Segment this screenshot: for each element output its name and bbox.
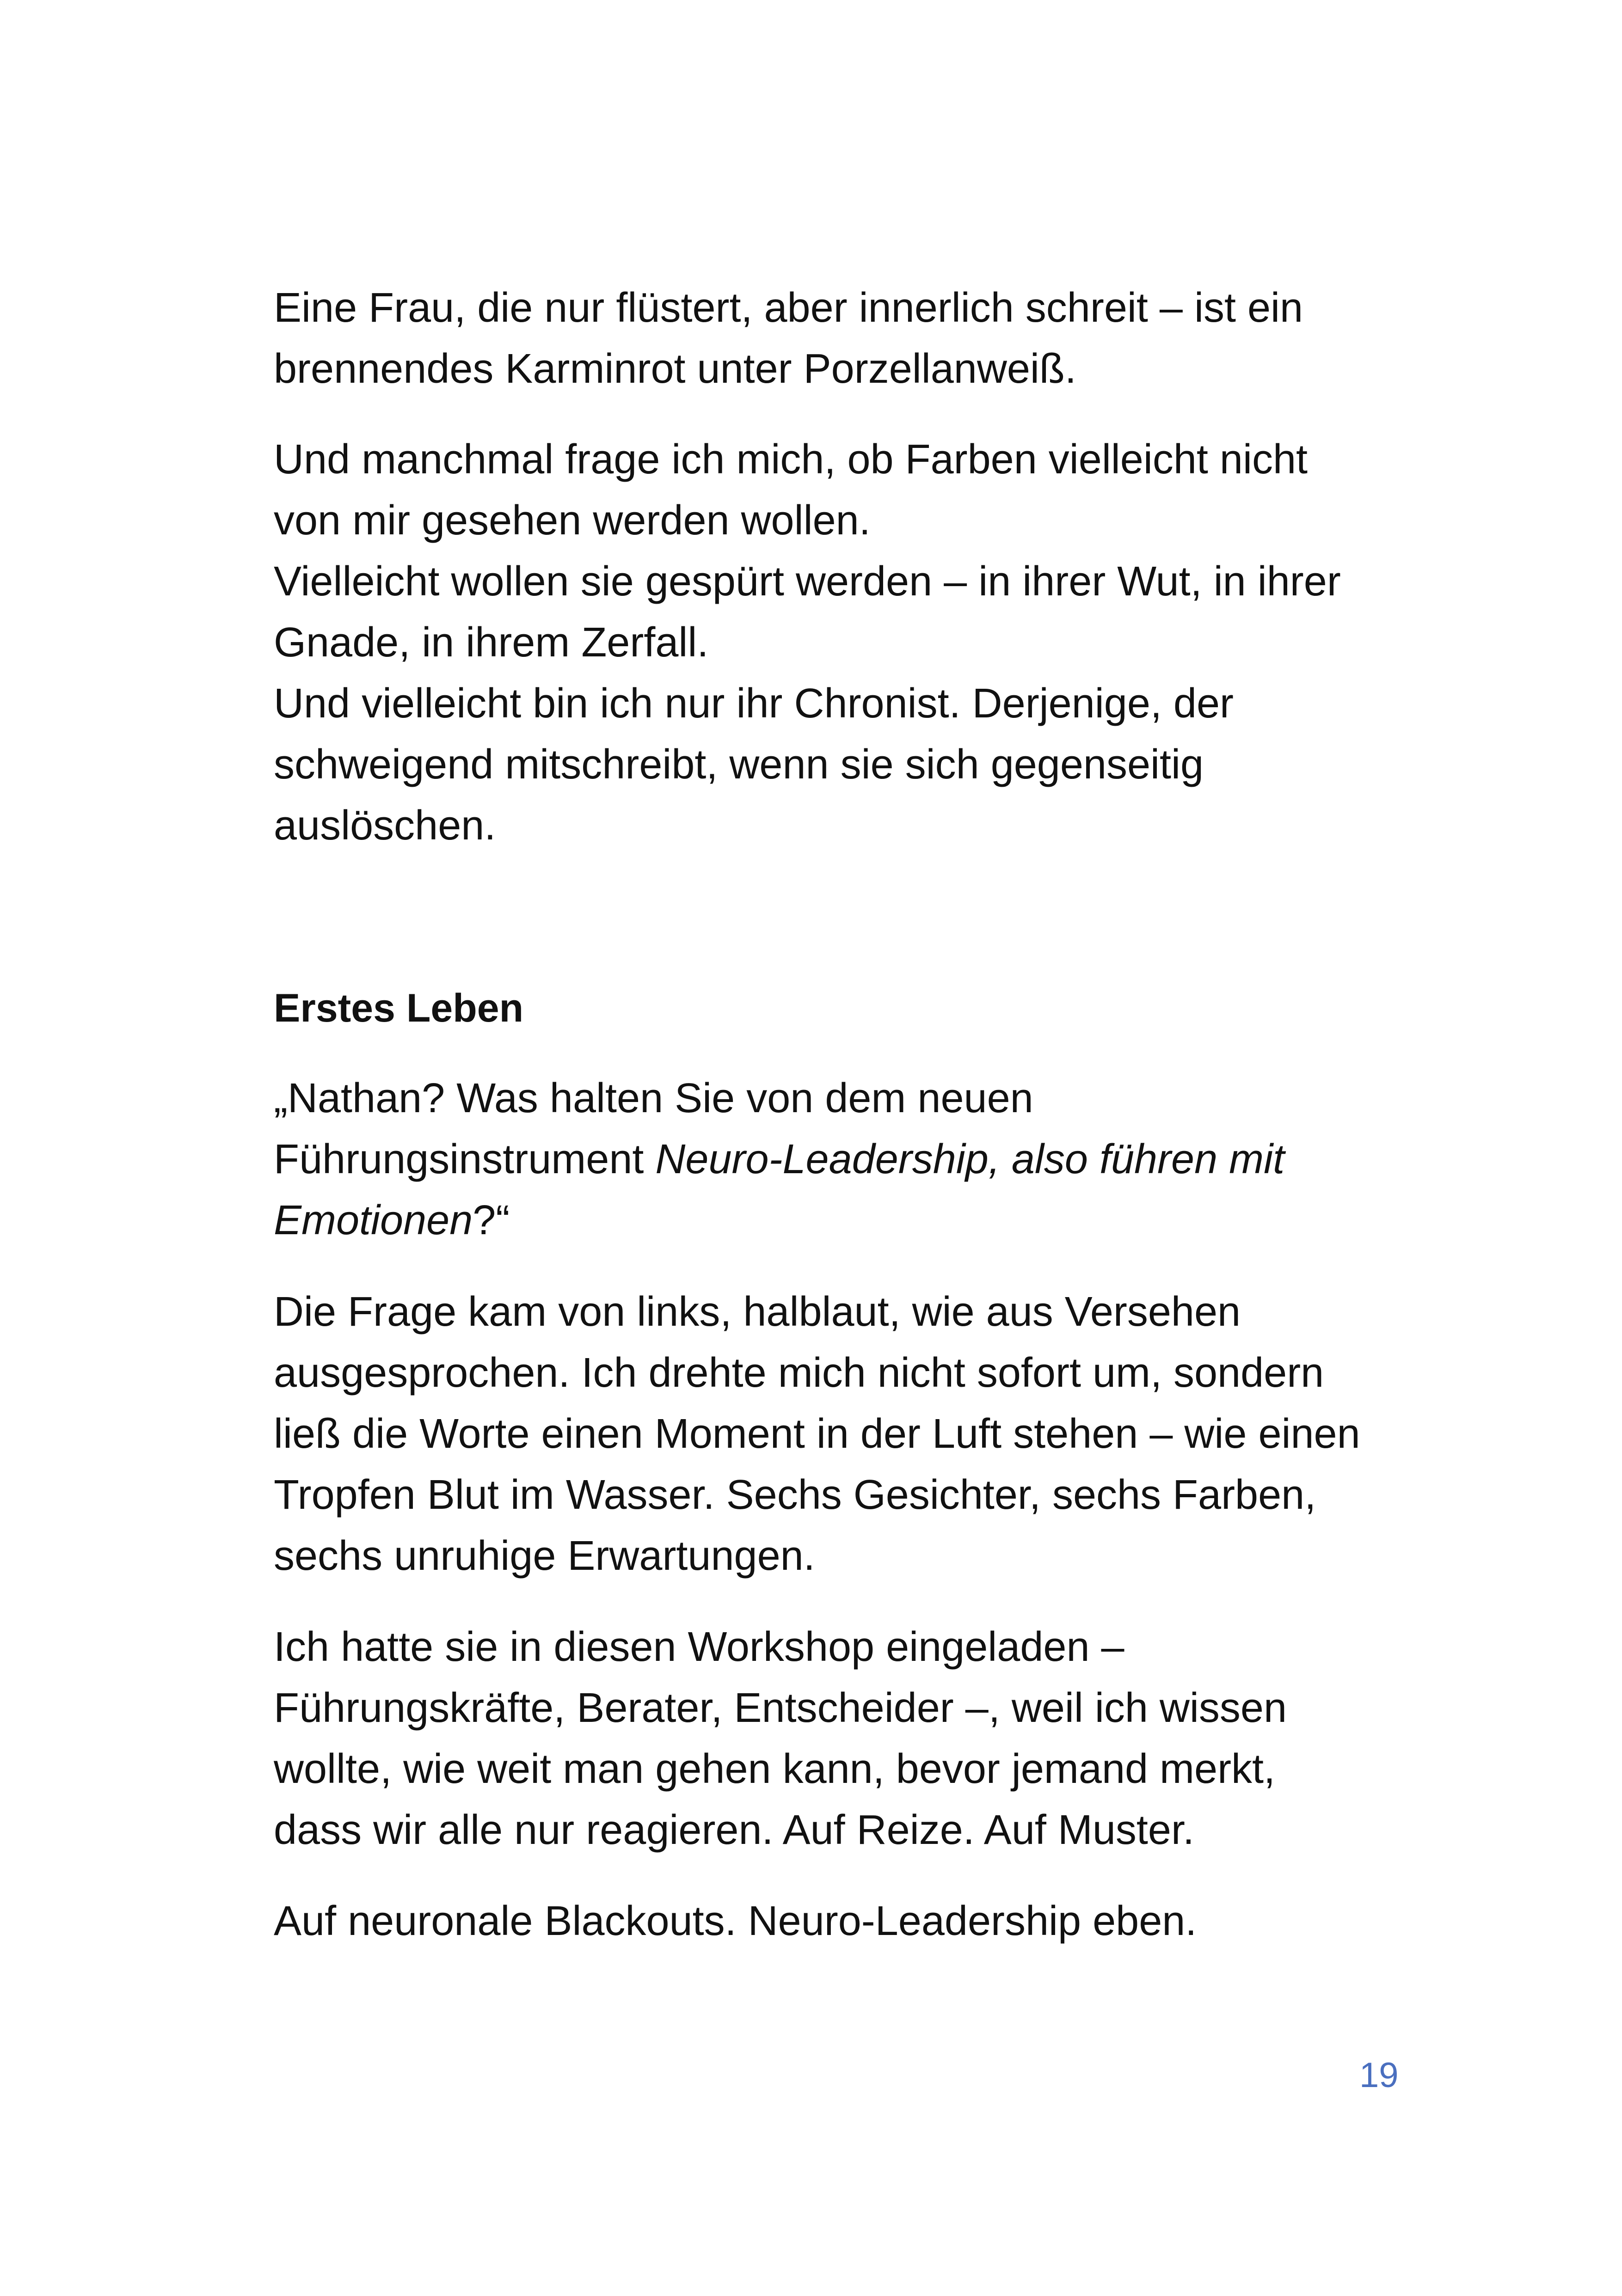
paragraph-intro [274, 277, 1420, 399]
text-line: ausgesprochen. Ich drehte mich nicht sofort um, sondern [274, 1350, 1324, 1396]
quote-italic-text: Neuro-Leadership, also führen mit [655, 1136, 1285, 1182]
text-line: brennendes Karminrot unter Porzellanweiß. [274, 346, 1076, 392]
page-number: 19 [1359, 2056, 1399, 2095]
paragraph-question [274, 1281, 1420, 1586]
text-line: Tropfen Blut im Wasser. Sechs Gesichter, sechs Farben, [274, 1472, 1316, 1518]
text-line [274, 1190, 1420, 1251]
quote-plain-text: ?“ [473, 1197, 510, 1243]
text-line: schweigend mitschreibt, wenn sie sich gegenseitig [274, 741, 1204, 788]
text-line: Gnade, in ihrem Zerfall. [274, 619, 709, 666]
quote-italic-text: Emotionen [274, 1197, 473, 1243]
paragraph-workshop [274, 1616, 1420, 1861]
quote-plain-text: Führungsinstrument [274, 1136, 656, 1182]
text-line: dass wir alle nur reagieren. Auf Reize. Auf Muster. [274, 1807, 1194, 1853]
text-line: Die Frage kam von links, halblaut, wie aus Versehen [274, 1289, 1241, 1335]
paragraph-colors [274, 429, 1420, 856]
text-line: Führungskräfte, Berater, Entscheider –, weil ich wissen [274, 1685, 1287, 1731]
text-line: Und vielleicht bin ich nur ihr Chronist. Derjenige, der [274, 680, 1234, 727]
paragraph-closing [274, 1891, 1420, 1952]
text-line: sechs unruhige Erwartungen. [274, 1533, 815, 1579]
text-line: von mir gesehen werden wollen. [274, 497, 871, 544]
text-line: Ich hatte sie in diesen Workshop eingeladen – [274, 1624, 1124, 1670]
text-line: ließ die Worte einen Moment in der Luft stehen – wie einen [274, 1411, 1360, 1457]
text-line: Auf neuronale Blackouts. Neuro-Leadership eben. [274, 1898, 1197, 1944]
text-line [274, 1129, 1420, 1190]
section-heading: Erstes Leben [274, 986, 524, 1030]
text-line: wollte, wie weit man gehen kann, bevor jemand merkt, [274, 1746, 1276, 1792]
paragraph-quote [274, 1068, 1420, 1251]
text-line: Eine Frau, die nur flüstert, aber innerlich schreit – ist ein [274, 285, 1303, 331]
text-line: Vielleicht wollen sie gespürt werden – in ihrer Wut, in ihrer [274, 558, 1341, 605]
text-line: Und manchmal frage ich mich, ob Farben vielleicht nicht [274, 436, 1308, 483]
text-line: „Nathan? Was halten Sie von dem neuen [274, 1075, 1033, 1121]
text-line: auslöschen. [274, 802, 496, 849]
